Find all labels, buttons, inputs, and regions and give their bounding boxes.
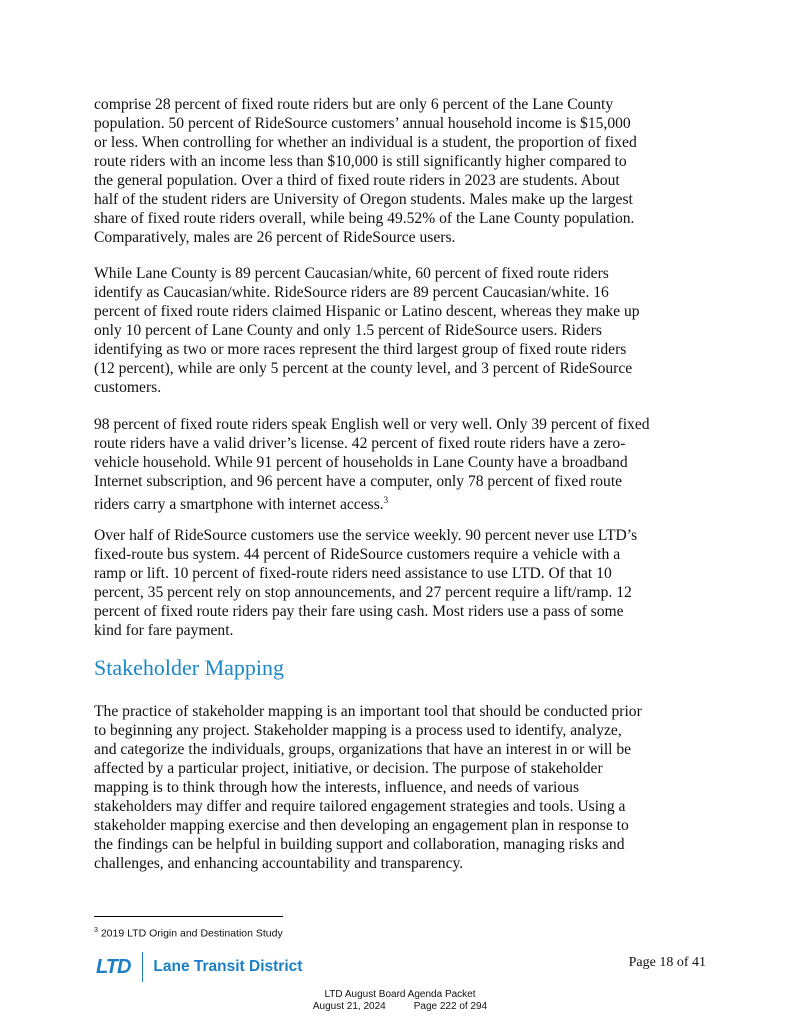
paragraph-demographics xyxy=(94,95,637,247)
text-line: Comparatively, males are 26 percent of RideSource users. xyxy=(94,229,456,246)
text-line: population. 50 percent of RideSource customers’ annual household income is $15,000 xyxy=(94,115,631,132)
text-line: percent of fixed route riders pay their fare using cash. Most riders use a pass of some xyxy=(94,603,624,620)
packet-date: August 21, 2024 xyxy=(312,1001,386,1012)
text-line: identifying as two or more races represent the third largest group of fixed route riders xyxy=(94,341,627,358)
text-line: Over half of RideSource customers use the service weekly. 90 percent never use LTD’s xyxy=(94,527,638,544)
text-line: percent, 35 percent rely on stop announcements, and 27 percent require a lift/ramp. 12 xyxy=(94,584,632,601)
footnote-text: 2019 LTD Origin and Destination Study xyxy=(100,927,283,940)
text-line: kind for fare payment. xyxy=(94,622,234,639)
text-line: The practice of stakeholder mapping is an important tool that should be conducted prior xyxy=(94,703,642,720)
text-line: challenges, and enhancing accountability and transparency. xyxy=(94,855,464,872)
text-line: customers. xyxy=(94,379,162,396)
text-line: percent of fixed route riders claimed Hispanic or Latino descent, whereas they make up xyxy=(94,303,640,320)
text-line: stakeholder mapping exercise and then developing an engagement plan in response to xyxy=(94,817,629,834)
text-line: share of fixed route riders overall, while being 49.52% of the Lane County population. xyxy=(94,210,635,227)
text-line: and categorize the individuals, groups, organizations that have an interest in or will be xyxy=(94,741,632,758)
text-line: affected by a particular project, initiative, or decision. The purpose of stakeholder xyxy=(94,760,603,777)
logo-text: Lane Transit District xyxy=(153,958,303,975)
text-line xyxy=(94,491,650,514)
paragraph-stakeholder-mapping xyxy=(94,702,642,873)
packet-date-page xyxy=(0,1001,800,1013)
text-line: route riders have a valid driver’s license. 42 percent of fixed route riders have a zero- xyxy=(94,435,626,452)
text-line: route riders with an income less than $10,000 is still significantly higher compared to xyxy=(94,153,627,170)
text-line: (12 percent), while are only 5 percent at the county level, and 3 percent of RideSource xyxy=(94,360,633,377)
footnote-reference[interactable]: 3 xyxy=(383,495,389,505)
text-line: the findings can be helpful in building support and collaboration, managing risks and xyxy=(94,836,625,853)
footnote-divider xyxy=(94,916,283,917)
packet-title: LTD August Board Agenda Packet xyxy=(324,989,476,1000)
packet-footer xyxy=(0,989,800,1013)
logo-divider xyxy=(142,952,143,982)
ltd-logo-mark-icon: LTD xyxy=(96,955,131,978)
paragraph-race xyxy=(94,264,640,397)
text-line: mapping is to think through how the interests, influence, and needs of various xyxy=(94,779,580,796)
text-line-content: riders carry a smartphone with internet access. xyxy=(94,496,384,514)
text-line: to beginning any project. Stakeholder mapping is a process used to identify, analyze, xyxy=(94,722,622,739)
text-line: comprise 28 percent of fixed route riders but are only 6 percent of the Lane County xyxy=(94,96,614,113)
text-line: identify as Caucasian/white. RideSource riders are 89 percent Caucasian/white. 16 xyxy=(94,284,609,301)
text-line: While Lane County is 89 percent Caucasian/white, 60 percent of fixed route riders xyxy=(94,265,609,282)
text-line: vehicle household. While 91 percent of households in Lane County have a broadband xyxy=(94,454,628,471)
paragraph-access xyxy=(94,415,650,514)
page-number: Page 18 of 41 xyxy=(628,955,706,970)
section-heading: Stakeholder Mapping xyxy=(94,655,285,680)
text-line: Internet subscription, and 96 percent have a computer, only 78 percent of fixed route xyxy=(94,473,623,490)
text-line: half of the student riders are University of Oregon students. Males make up the largest xyxy=(94,191,633,208)
packet-page: Page 222 of 294 xyxy=(413,1001,488,1012)
text-line: the general population. Over a third of fixed route riders in 2023 are students. About xyxy=(94,172,620,189)
footnote-number: 3 xyxy=(94,927,98,934)
ltd-logo xyxy=(96,952,302,982)
paragraph-ridesource xyxy=(94,526,637,640)
text-line: stakeholders may differ and require tailored engagement strategies and tools. Using a xyxy=(94,798,626,815)
text-line: fixed-route bus system. 44 percent of RideSource customers require a vehicle with a xyxy=(94,546,621,563)
text-line: 98 percent of fixed route riders speak English well or very well. Only 39 percent of fixed xyxy=(94,416,650,433)
footnote xyxy=(94,927,283,940)
text-line: or less. When controlling for whether an individual is a student, the proportion of fixed xyxy=(94,134,637,151)
text-line: ramp or lift. 10 percent of fixed-route riders need assistance to use LTD. Of that 10 xyxy=(94,565,612,582)
text-line: only 10 percent of Lane County and only 1.5 percent of RideSource users. Riders xyxy=(94,322,602,339)
